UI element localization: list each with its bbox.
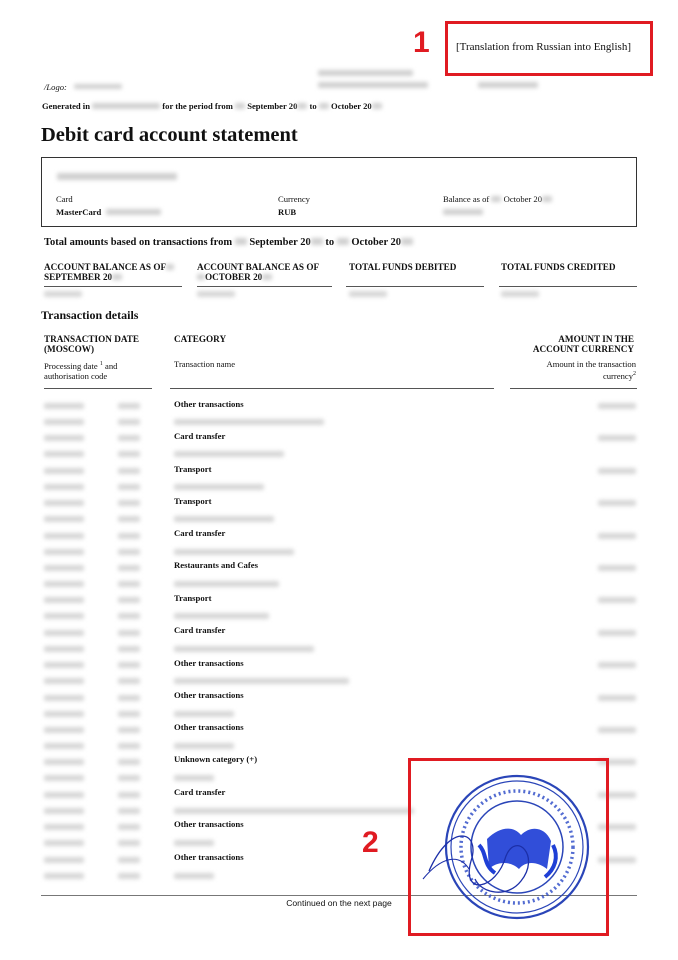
col-category-sub: Transaction name bbox=[174, 359, 236, 369]
card-label: Card bbox=[56, 194, 73, 204]
redacted-value bbox=[598, 468, 636, 474]
redacted-value bbox=[118, 727, 140, 733]
blurred-holder-name bbox=[57, 173, 177, 180]
period-end: October 20 bbox=[331, 101, 372, 111]
row-category: Other transactions bbox=[174, 690, 244, 700]
redacted-value bbox=[118, 516, 140, 522]
redacted-value bbox=[44, 646, 84, 652]
redacted-value bbox=[44, 403, 84, 409]
redacted-value bbox=[174, 873, 214, 879]
redacted-value bbox=[174, 549, 294, 555]
redacted-value bbox=[174, 743, 234, 749]
period-to: to bbox=[309, 101, 317, 111]
redacted-value bbox=[118, 873, 140, 879]
redacted-value bbox=[598, 435, 636, 441]
row-category: Other transactions bbox=[174, 399, 244, 409]
row-category: Transport bbox=[174, 496, 212, 506]
redacted-value bbox=[44, 711, 84, 717]
redacted-value bbox=[174, 419, 324, 425]
row-category: Card transfer bbox=[174, 625, 226, 635]
translation-note: [Translation from Russian into English] bbox=[456, 41, 631, 53]
redacted-value bbox=[44, 581, 84, 587]
redacted-value bbox=[174, 678, 349, 684]
row-category: Other transactions bbox=[174, 852, 244, 862]
redacted-value bbox=[174, 451, 284, 457]
redacted-value bbox=[118, 678, 140, 684]
row-category: Transport bbox=[174, 464, 212, 474]
redacted-value bbox=[118, 630, 140, 636]
redacted-value bbox=[44, 435, 84, 441]
col-amount-sub: Amount in the transaction currency$^2$ bbox=[546, 359, 636, 381]
blurred-balance bbox=[443, 209, 483, 215]
redacted-value bbox=[44, 824, 84, 830]
redacted-value bbox=[118, 840, 140, 846]
redacted-value bbox=[174, 516, 274, 522]
redacted-value bbox=[44, 549, 84, 555]
redacted-value bbox=[118, 711, 140, 717]
redacted-value bbox=[44, 727, 84, 733]
redacted-value bbox=[44, 516, 84, 522]
redacted-value bbox=[598, 597, 636, 603]
redacted-value bbox=[118, 533, 140, 539]
col-category: CATEGORY bbox=[174, 334, 227, 344]
row-category: Unknown category (+) bbox=[174, 754, 258, 764]
redacted-value bbox=[118, 435, 140, 441]
page-title: Debit card account statement bbox=[41, 124, 298, 146]
redacted-value bbox=[118, 597, 140, 603]
totals-col-balance-start: ACCOUNT BALANCE AS OF SEPTEMBER 20 bbox=[44, 262, 179, 282]
col-transaction-date: TRANSACTION DATE (MOSCOW) bbox=[44, 334, 140, 354]
blurred-address-2 bbox=[318, 82, 428, 88]
redacted-value bbox=[44, 419, 84, 425]
generated-line bbox=[42, 101, 382, 111]
row-category: Card transfer bbox=[174, 431, 226, 441]
redacted-value bbox=[174, 775, 214, 781]
totals-col-debited: TOTAL FUNDS DEBITED bbox=[349, 262, 457, 272]
totals-col-balance-end: ACCOUNT BALANCE AS OF OCTOBER 20 bbox=[197, 262, 320, 282]
redacted-value bbox=[598, 695, 636, 701]
totals-heading: Total amounts based on transactions from September 20 to October 20 bbox=[44, 237, 413, 248]
redacted-value bbox=[598, 727, 636, 733]
redacted-value bbox=[118, 565, 140, 571]
redacted-value bbox=[44, 775, 84, 781]
continued-note: Continued on the next page bbox=[286, 898, 392, 908]
stamp-box bbox=[408, 758, 609, 936]
redacted-value bbox=[44, 451, 84, 457]
account-box bbox=[41, 157, 637, 227]
redacted-value bbox=[118, 775, 140, 781]
redacted-value bbox=[44, 565, 84, 571]
redacted-value bbox=[118, 662, 140, 668]
totals-col-credited: TOTAL FUNDS CREDITED bbox=[501, 262, 616, 272]
redacted-value bbox=[118, 403, 140, 409]
row-category: Transport bbox=[174, 593, 212, 603]
redacted-value bbox=[118, 581, 140, 587]
redacted-value bbox=[174, 613, 269, 619]
redacted-value bbox=[44, 468, 84, 474]
redacted-value bbox=[44, 695, 84, 701]
redacted-value bbox=[598, 565, 636, 571]
redacted-value bbox=[44, 678, 84, 684]
redacted-value bbox=[118, 808, 140, 814]
redacted-value bbox=[44, 743, 84, 749]
period-start: September 20 bbox=[247, 101, 298, 111]
redacted-value bbox=[598, 533, 636, 539]
redacted-value bbox=[44, 613, 84, 619]
redacted-value bbox=[44, 857, 84, 863]
row-category: Other transactions bbox=[174, 722, 244, 732]
redacted-value bbox=[118, 792, 140, 798]
redacted-value bbox=[118, 646, 140, 652]
redacted-value bbox=[118, 549, 140, 555]
period-from-label: for the period from bbox=[162, 101, 233, 111]
redacted-value bbox=[44, 484, 84, 490]
blurred-address-3 bbox=[478, 82, 538, 88]
redacted-value bbox=[118, 613, 140, 619]
redacted-value bbox=[44, 840, 84, 846]
logo-label: /Logo: bbox=[44, 82, 67, 92]
redacted-value bbox=[118, 695, 140, 701]
row-category: Other transactions bbox=[174, 658, 244, 668]
redacted-value bbox=[118, 451, 140, 457]
redacted-value bbox=[174, 840, 214, 846]
redacted-value bbox=[44, 759, 84, 765]
redacted-value bbox=[44, 873, 84, 879]
generated-in-label: Generated in bbox=[42, 101, 90, 111]
redacted-value bbox=[598, 662, 636, 668]
redacted-value bbox=[44, 533, 84, 539]
redacted-value bbox=[118, 468, 140, 474]
annotation-marker-2: 2 bbox=[362, 826, 379, 859]
redacted-value bbox=[118, 759, 140, 765]
redacted-value bbox=[174, 484, 264, 490]
row-category: Card transfer bbox=[174, 787, 226, 797]
translation-note-box bbox=[445, 21, 653, 76]
redacted-value bbox=[598, 500, 636, 506]
currency-value: RUB bbox=[278, 207, 297, 217]
row-category: Restaurants and Cafes bbox=[174, 560, 258, 570]
redacted-value bbox=[118, 500, 140, 506]
balance-label: Balance as of October 20 bbox=[443, 194, 552, 204]
redacted-value bbox=[118, 419, 140, 425]
redacted-value bbox=[118, 743, 140, 749]
redacted-value bbox=[44, 808, 84, 814]
company-seal-icon bbox=[411, 761, 606, 933]
row-category: Card transfer bbox=[174, 528, 226, 538]
redacted-value bbox=[174, 711, 234, 717]
redacted-value bbox=[174, 646, 314, 652]
row-category: Other transactions bbox=[174, 819, 244, 829]
details-heading: Transaction details bbox=[41, 308, 139, 322]
col-amount: AMOUNT IN THE ACCOUNT CURRENCY bbox=[532, 334, 634, 354]
redacted-value bbox=[44, 500, 84, 506]
redacted-value bbox=[598, 630, 636, 636]
card-value: MasterCard bbox=[56, 207, 102, 217]
redacted-value bbox=[118, 484, 140, 490]
blurred-address-1 bbox=[318, 70, 413, 76]
redacted-value bbox=[44, 662, 84, 668]
redacted-value bbox=[44, 597, 84, 603]
redacted-value bbox=[118, 824, 140, 830]
col-transaction-date-sub: Processing date $^1$ and authorisation code bbox=[44, 360, 118, 381]
redacted-value bbox=[44, 792, 84, 798]
redacted-value bbox=[174, 808, 414, 814]
currency-label: Currency bbox=[278, 194, 310, 204]
blurred-logo bbox=[74, 84, 122, 89]
redacted-value bbox=[44, 630, 84, 636]
redacted-value bbox=[118, 857, 140, 863]
annotation-marker-1: 1 bbox=[413, 26, 430, 59]
redacted-value bbox=[174, 581, 279, 587]
redacted-value bbox=[598, 403, 636, 409]
